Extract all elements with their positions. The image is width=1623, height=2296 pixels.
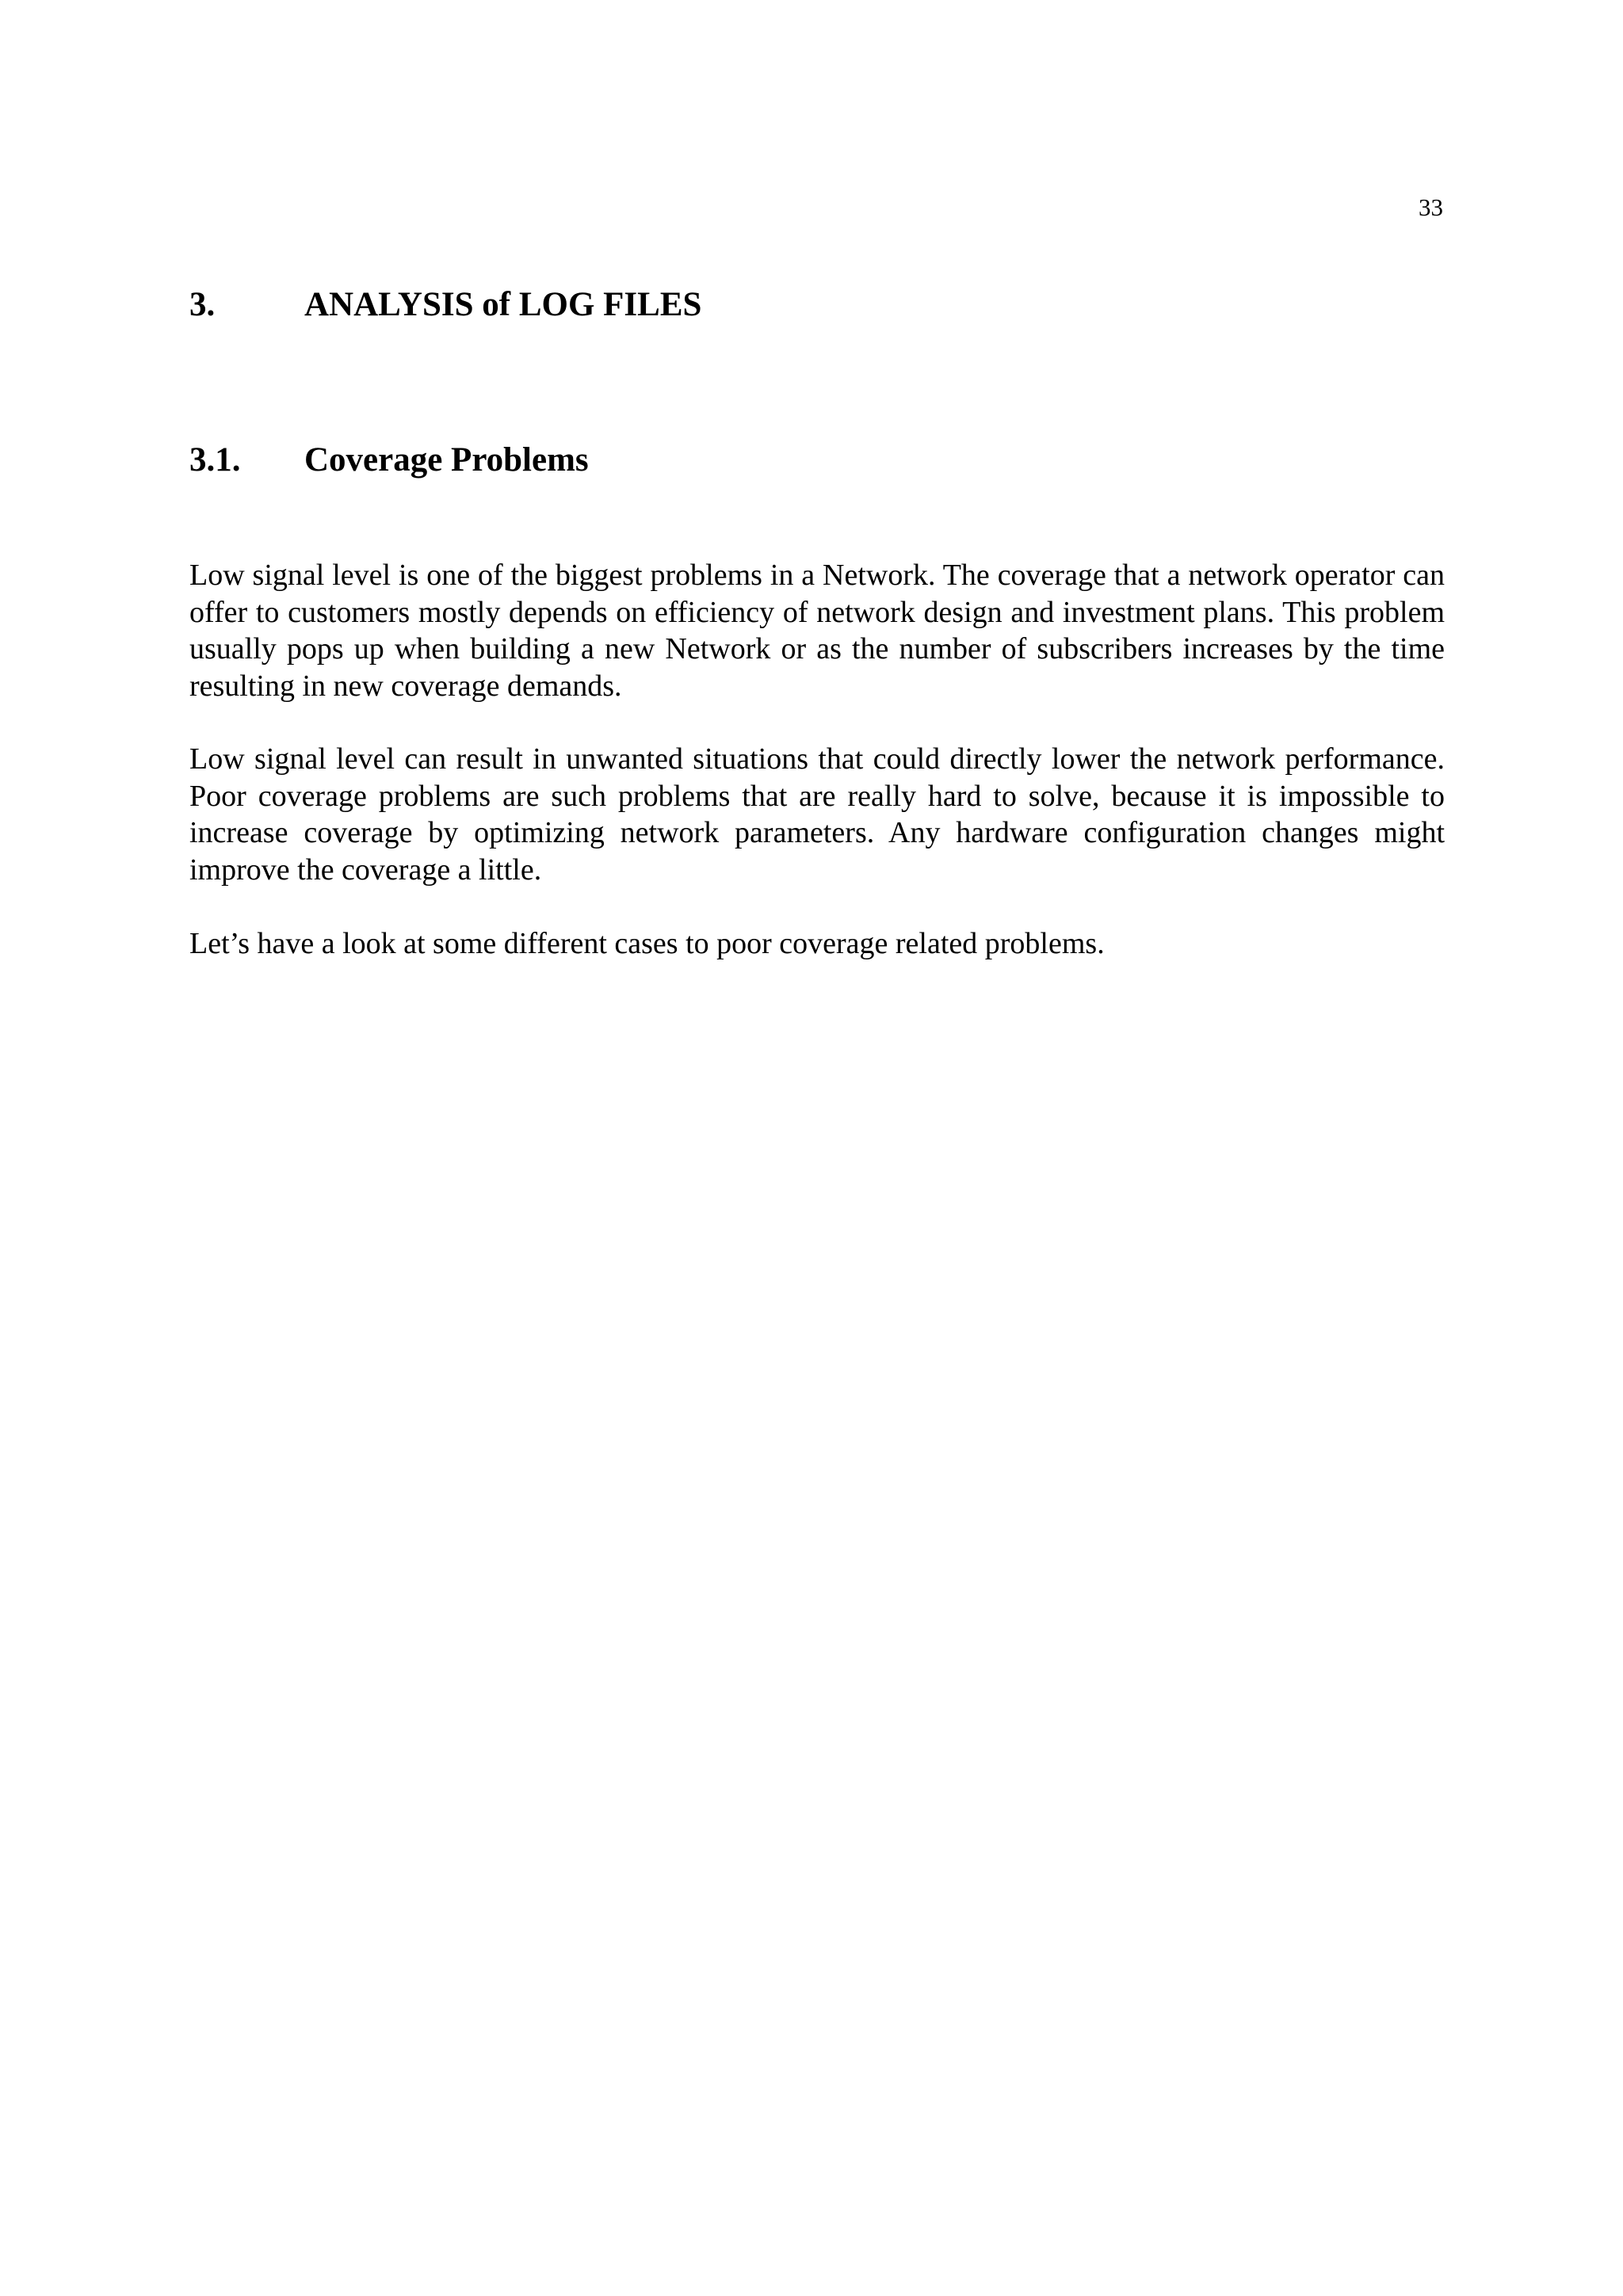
paragraph: Low signal level can result in unwanted situations that could directly lower the network performance. Poor coverage problems are such problems that are really hard to solve, because it is impossible to increase coverage by optimizing network parameters. Any hardware configuration changes might improve the coverage a little. [189,742,1445,887]
section-heading [189,285,701,325]
subsection-title: Coverage Problems [304,441,589,479]
subsection-heading [189,441,589,480]
section-title: ANALYSIS of LOG FILES [304,286,702,323]
subsection-number: 3.1. [189,441,241,479]
paragraph: Low signal level is one of the biggest problems in a Network. The coverage that a network operator can offer to customers mostly depends on efficiency of network design and investment plans. This problem usually pops up when building a new Network or as the number of subscribers increases by the time resulting in new coverage demands. [189,559,1445,703]
page-number: 33 [1419,193,1443,221]
section-number: 3. [189,286,216,323]
paragraph: Let’s have a look at some different cases to poor coverage related problems. [189,927,1105,960]
